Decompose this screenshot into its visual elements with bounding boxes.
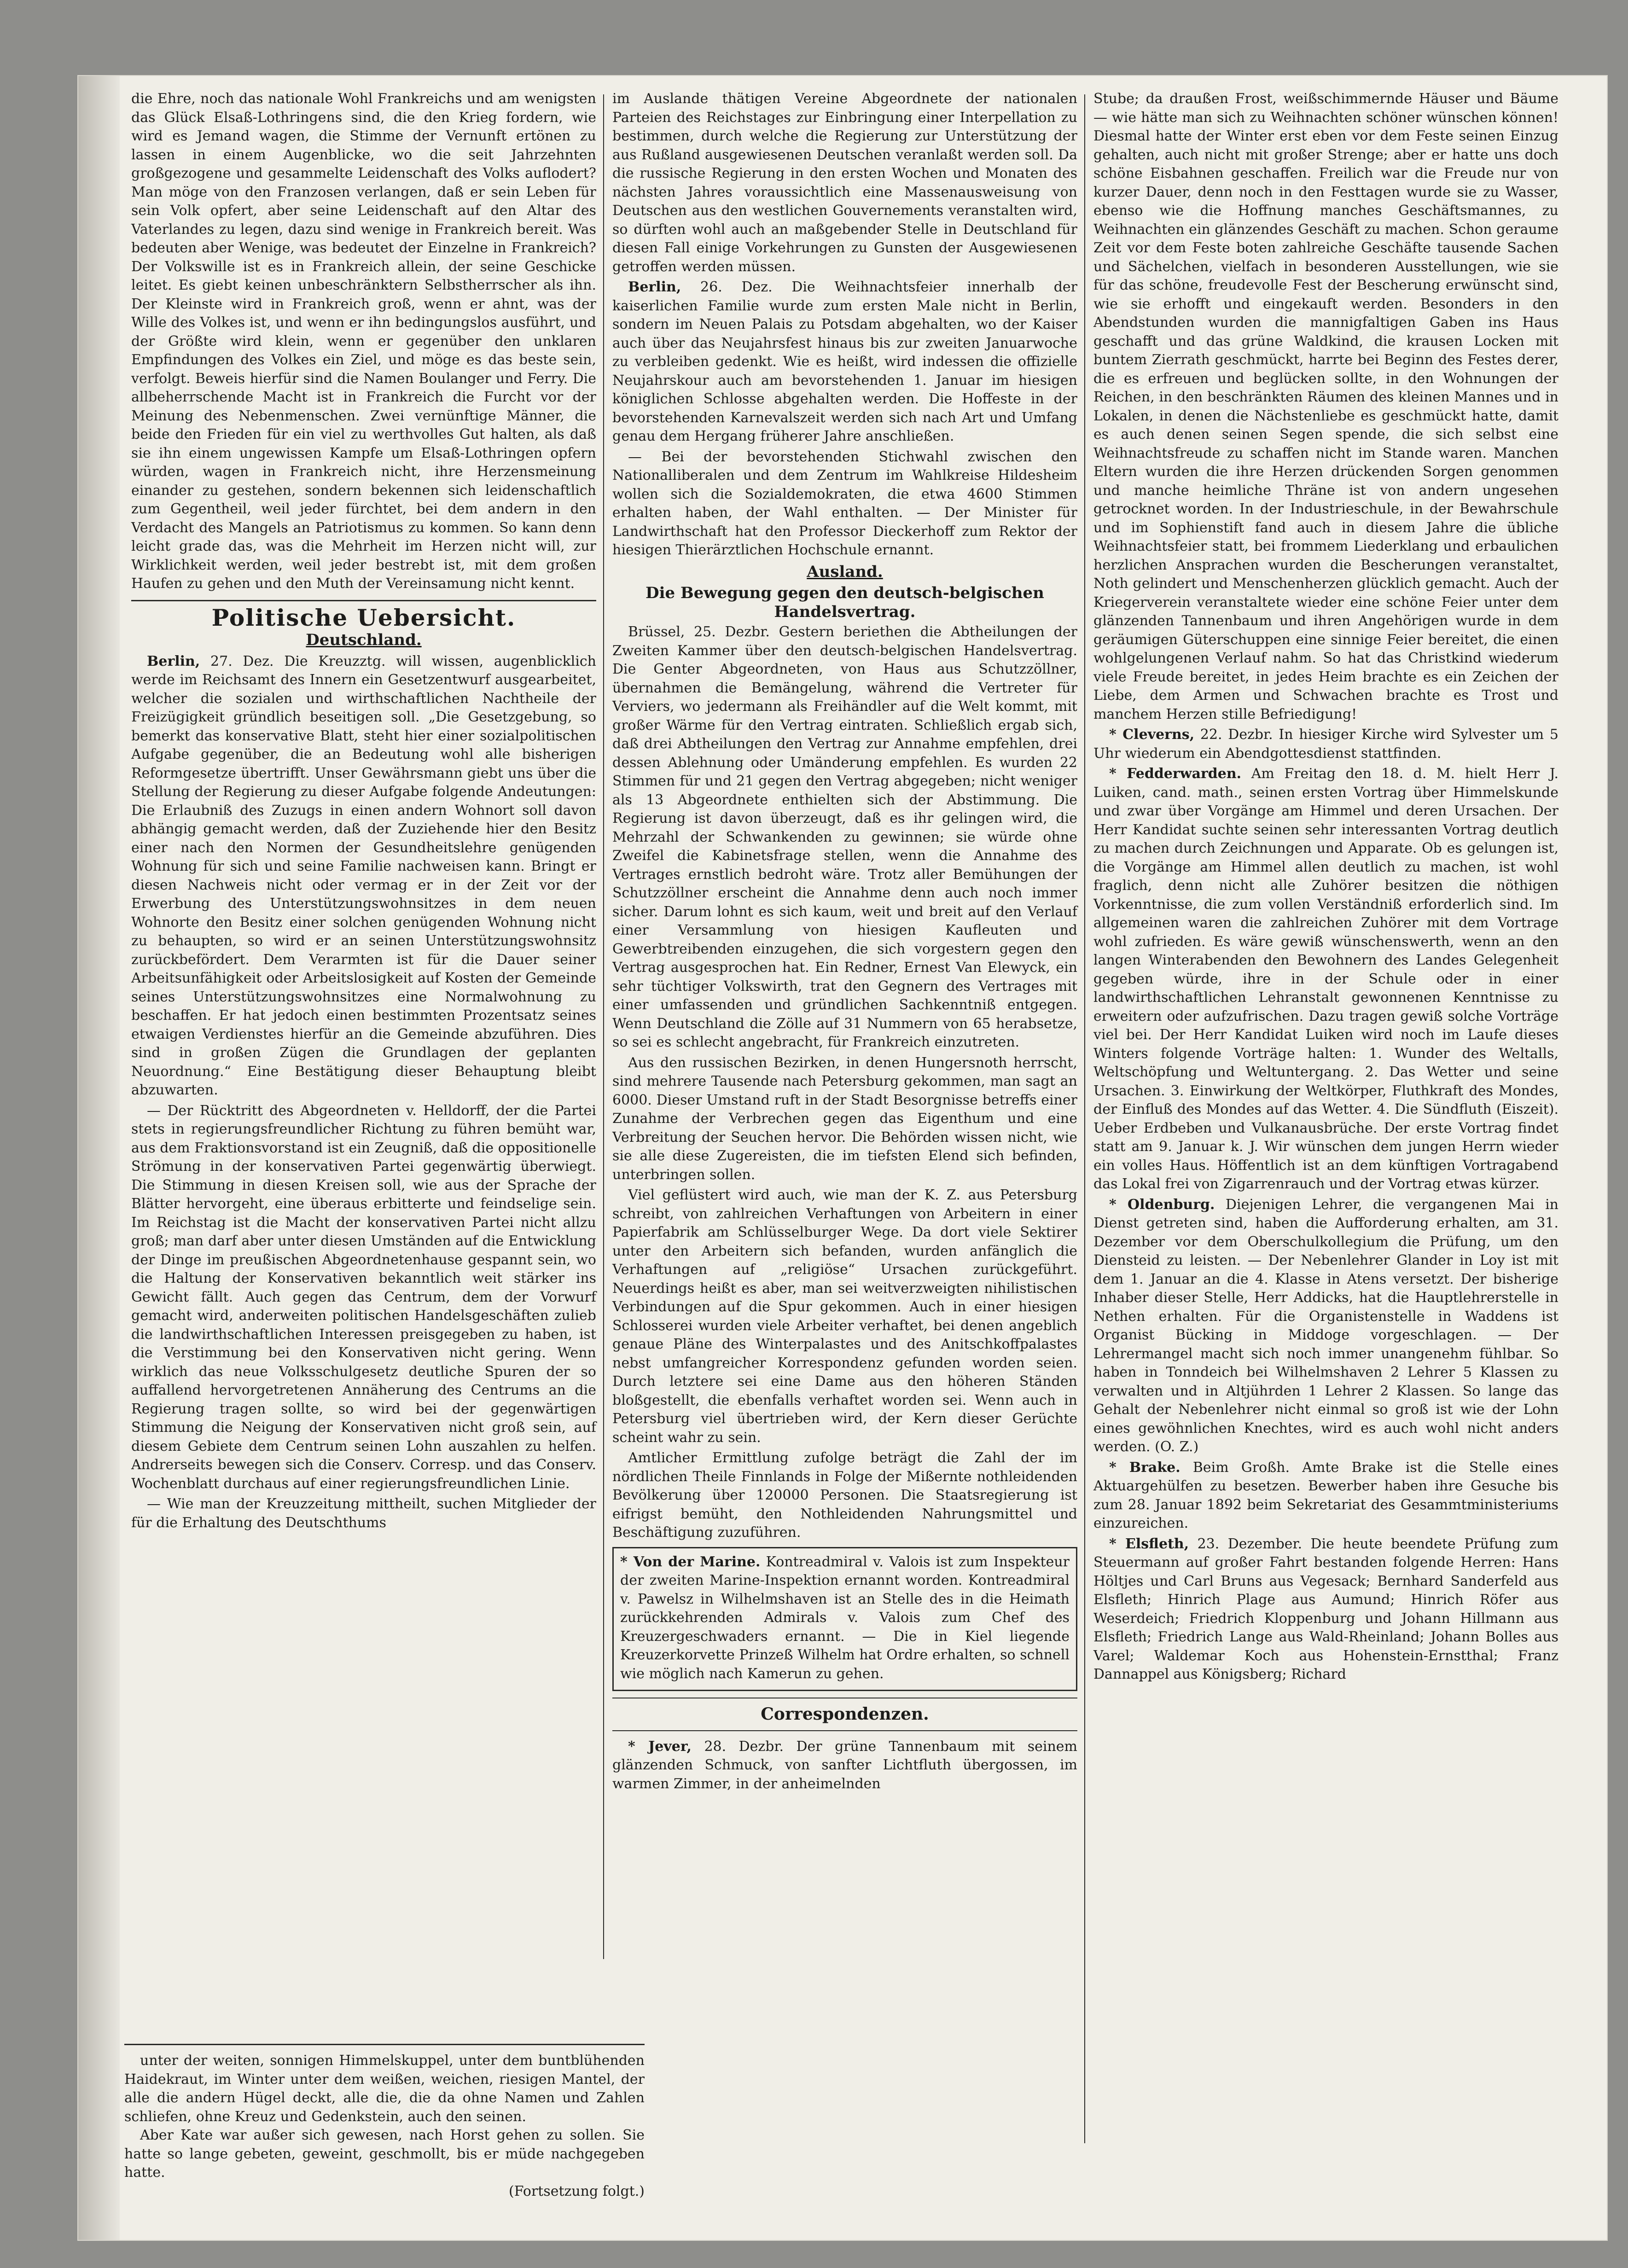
dateline-place: * Jever, bbox=[628, 1738, 692, 1755]
oldenburg-text: Diejenigen Lehrer, die vergangenen Mai in Dienst getreten sind, haben die Aufforderung erhalten, am 31. Dezember vor dem Oberschulkollegium die Prüfung, um den Diensteid zu leisten. — Der Nebenlehrer Glander in Loy ist mit dem 1. Januar an die 4. Klasse in Atens versetzt. Der bisherige Inhaber dieser Stelle, Herr Addicks, hat die Hauptlehrerstelle in Nethen erhalten. Für die Organistenstelle in Waddens ist Organist Bücking in Middoge vorgeschlagen. — Der Lehrermangel macht sich noch immer unangenehm fühlbar. So haben in Tonndeich bei Wilhelmshaven 2 Lehrer 5 Klassen zu verwalten und in Altjührden 1 Lehrer 2 Klassen. So lange das Gehalt der Nebenlehrer nicht einmal so groß ist wie der Lohn eines gewöhnlichen Knechtes, wird es auch wohl nicht anders werden. (O. Z.) bbox=[1093, 1196, 1558, 1455]
dateline-place: * Brake. bbox=[1109, 1459, 1180, 1476]
berlin-article bbox=[131, 652, 596, 1100]
fedderwarden-text: Am Freitag den 18. d. M. hielt Herr J. Luiken, cand. math., seinen ersten Vortrag über Himmelskunde und zwar über Vorgänge am Himmel und deren Ursachen. Der Herr Kandidat suchte seinen sehr interessanten Vortrag deutlich zu machen durch Zeichnungen und Apparate. Ob es gelungen ist, die Vorgänge am Himmel allen deutlich zu machen, ist wohl fraglich, denn nicht alle Zuhörer besitzen die nöthigen Vorkenntnisse, die zum vollen Verständniß erforderlich sind. Im allgemeinen waren die zahlreichen Zuhörer mit dem Vortrage wohl zufrieden. Es wäre gewiß wünschenswerth, wenn an den langen Winterabenden den Bewohnern des Landes Gelegenheit gegeben würde, ihre in der Schule oder in einer landwirthschaftlichen Lehranstalt gewonnenen Kenntnisse zu erweitern oder aufzufrischen. Dazu tragen gewiß solche Vorträge viel bei. Der Herr Kandidat Luiken wird noch im Laufe dieses Winters folgende Vorträge halten: 1. Wunder des Weltalls, Weltschöpfung und Weltuntergang. 2. Das Wetter und seine Ursachen. 3. Einwirkung der Weltkörper, Fluthkraft des Mondes, der Einfluß des Mondes auf das Wetter. 4. Die Sündfluth (Eiszeit). Ueber Erdbeben und Vulkanausbrüche. Der erste Vortrag findet statt am 9. Januar k. J. Wir wünschen dem jungen Herrn wieder ein volles Haus. Höffentlich ist an dem künftigen Vortragabend das Lokal frei von Zigarrenrauch und der Vortrag etwas kürzer. bbox=[1093, 766, 1559, 1192]
divider bbox=[124, 2044, 645, 2045]
marine-head: * Von der Marine. bbox=[620, 1553, 761, 1570]
jever-text: 28. Dezbr. Der grüne Tannenbaum mit seinem glänzenden Schmuck, von sanfter Lichtfluth übergossen, im warmen Zimmer, in der anheimelnden bbox=[612, 1738, 1078, 1792]
marine-box bbox=[612, 1547, 1077, 1692]
berlin2-text: 26. Dez. Die Weihnachtsfeier innerhalb der kaiserlichen Familie wurde zum ersten Male nicht in Berlin, sondern im Neuen Palais zu Potsdam abgehalten, wo der Kaiser auch über das Neujahrsfest hinaus bis zur zweiten Januarwoche zu verbleiben gedenkt. Wie es heißt, wird indessen die offizielle Neujahrskour auch am bevorstehenden 1. Januar im hiesigen königlichen Schlosse abgehalten werden. Die Hoffeste in der bevorstehenden Karnevalszeit werden sich nach Art und Umfang genau dem Hergang früherer Jahre anschließen. bbox=[612, 279, 1077, 444]
column-rule bbox=[1084, 94, 1085, 2143]
correspondence-title: Correspondenzen. bbox=[761, 1704, 929, 1724]
divider bbox=[612, 1730, 1077, 1731]
jever-article bbox=[612, 1738, 1077, 1794]
brake-article bbox=[1093, 1459, 1558, 1533]
petersburg-article: Viel geflüstert wird auch, wie man der K. Z. aus Petersburg schreibt, von zahlreichen Verhaftungen von Arbeitern in einer Papierfabrik am Schlüsselburger Wege. Da dort viele Sektirer unter den Arbeitern sich befanden, wurden anfänglich die Verhaftungen auf „religiöse“ Ursachen zurückgeführt. Neuerdings heißt es aber, man sei weitverzweigten nihilistischen Verbindungen auf die Spur gekommen. Auch in einer hiesigen Schlosserei wurden viele Arbeiter verhaftet, bei denen angeblich genaue Pläne des Winterpalastes und des Anitschkoffpalastes nebst umfangreicher Korrespondenz gefunden worden seien. Durch letztere sei eine Dame aus den höheren Ständen bloßgestellt, die ebenfalls verhaftet worden sei. Wenn auch in Petersburg viel übertrieben wird, der Kern dieser Gerüchte scheint wahr zu sein. bbox=[612, 1187, 1077, 1446]
dateline-place: * Oldenburg. bbox=[1109, 1196, 1215, 1213]
dateline-place: Berlin, bbox=[147, 653, 200, 669]
section-title: Politische Uebersicht. bbox=[211, 604, 516, 631]
berlin2-article bbox=[612, 278, 1077, 446]
berlin-text: 27. Dez. Die Kreuzztg. will wissen, augenblicklich werde im Reichsamt des Innern ein Gesetzentwurf ausgearbeitet, welcher die sozialen und wirthschaftlichen Nachtheile der Freizügigkeit gründlich beseitigen soll. „Die Gesetzgebung, so bemerkt das konservative Blatt, steht hier einer sozialpolitischen Aufgabe gegenüber, die an Bedeutung wohl alle bisherigen Reformgesetze übertrifft. Unser Gewährsmann giebt uns über die Stellung der Regierung zu dieser Aufgabe folgende Andeutungen: Die Erlaubniß des Zuzugs in einen andern Wohnort soll davon abhängig gemacht werden, daß der Zuziehende hier den Besitz einer nach den Normen der Gesundheitslehre genügenden Wohnung für sich und seine Familie nachweisen kann. Bringt er diesen Nachweis nicht oder vermag er in der Zeit vor der Erwerbung des Unterstützungswohnsitzes in dem neuen Wohnorte den Besitz einer solchen genügenden Wohnung nicht zu behaupten, so wird er an seinen Unterstützungswohnsitz zurückbefördert. Dem Verarmten ist für die Dauer seiner Arbeitsunfähigkeit oder Arbeitslosigkeit auf Kosten der Gemeinde seines Unterstützungswohnsitzes eine Normalwohnung zu beschaffen. Er hat jedoch einen bestimmten Prozentsatz seines etwaigen Verdienstes hierfür an die Gemeinde abzuführen. Dies sind in großen Zügen die Grundlagen der geplanten Neuordnung.“ Eine Bestätigung dieser Behauptung bleibt abzuwarten. bbox=[131, 653, 596, 1098]
dateline-place: * Elsfleth, bbox=[1109, 1535, 1189, 1552]
dateline-place: Berlin, bbox=[628, 279, 681, 295]
finnland-article: Amtlicher Ermittlung zufolge beträgt die Zahl der im nördlichen Theile Finnlands in Folge der Mißernte nothleidenden Bevölkerung über 120000 Personen. Die Staatsregierung ist eifrigst bemüht, den Nothleidenden Nahrungsmittel und Beschäftigung zuzuführen. bbox=[612, 1450, 1077, 1541]
col1-intro: die Ehre, noch das nationale Wohl Frankreichs und am wenigsten das Glück Elsaß-Lothringens sind, die den Krieg fordern, wie wird es Jemand wagen, die Stimme der Vernunft ertönen zu lassen in einem Augenblicke, wo die seit Jahrzehnten großgezogene und gesammelte Leidenschaft des Volks auflodert? Man möge von den Franzosen verlangen, daß er sein Leben für sein Volk opfert, aber seine Leidenschaft auf den Altar des Vaterlandes zu legen, dazu sind wenige in Frankreich bereit. Was bedeuten aber Wenige, was bedeutet der Einzelne in Frankreich? Der Volkswille ist es in Frankreich allein, der seine Geschicke leitet. Es giebt keinen unbeschränktern Selbstherrscher als ihn. Der Kleinste wird in Frankreich groß, wenn er ahnt, was der Wille des Volkes ist, und wenn er ihn bedingungslos ausführt, und der Größte wird klein, wenn er gegenüber den unklaren Empfindungen des Volkes ein Ziel, und möge es das beste sein, verfolgt. Beweis hierfür sind die Namen Boulanger und Ferry. Die allbeherrschende Macht ist in Frankreich die Furcht vor der Meinung des Nebenmenschen. Zwei vernünftige Männer, die beide den Frieden für ein viel zu werthvolles Gut halten, als daß sie ihn einem ungewissen Kampfe um Elsaß-Lothringen opfern würden, wagen in Frankreich nicht, ihre Herzensmeinung einander zu gestehen, sondern bekennen sich leidenschaftlich zum Gegentheil, weil jeder fürchtet, bei dem andern in den Verdacht des Mangels an Patriotismus zu kommen. So kann denn leicht grade das, was die Mehrheit im Herzen nicht will, zur Wirklichkeit werden, weil jeder bestrebt ist, mit dem großen Haufen zu gehen und den Muth der Vereinsamung nicht kennt. bbox=[131, 91, 596, 592]
cleverns-text: 22. Dezbr. In hiesiger Kirche wird Sylvester um 5 Uhr wiederum ein Abendgottesdienst stattfinden. bbox=[1093, 727, 1558, 762]
dateline-place: * Cleverns, bbox=[1109, 727, 1195, 743]
col3-intro: Stube; da draußen Frost, weißschimmernde Häuser und Bäume — wie hätte man sich zu Weihnachten schöner wünschen können! Diesmal hatte der Winter erst eben vor dem Feste seinen Einzug gehalten, auch nicht mit großer Strenge; aber er hatte uns doch schöne Eisbahnen geschaffen. Freilich war die Freude nur von kurzer Dauer, denn noch in den Festtagen wurde sie zu Wasser, ebenso wie die Hoffnung manches Geschäftsmannes, zu Weihnachten ein glänzendes Geschäft zu machen. Schon geraume Zeit vor dem Feste boten zahlreiche Geschäfte tausende Sachen und Sächelchen, vielfach in besonderen Ausstellungen, wie sie für das schöne, freudevolle Fest der Bescherung erwünscht sind, wie sie erhofft und eingekauft werden. Besonders in den Abendstunden wurden die mannigfaltigen Gaben ins Haus geschafft und das grüne Waldkind, die krausen Locken mit buntem Zierrath geschmückt, harrte bei Beginn des Festes derer, die es erfreuen und beglücken sollte, in den Wohnungen der Reichen, in den beschränkten Räumen des kleinen Mannes und in Lokalen, in denen die Nächstenliebe es geschmückt hatte, damit es auch denen seinen Segen spende, die sich selbst eine Weihnachtsfreude zu schaffen nicht im Stande waren. Manchen Eltern wurden die ihre Herzen drückenden Sorgen genommen und manche heimliche Thräne ist von andern ungesehen getrocknet worden. In der Industrieschule, in der Bewahrschule und im Sophienstift fand auch in diesem Jahre die übliche Weihnachtsfeier statt, bei frommem Liederklang und erbaulichen herzlichen Ansprachen wurden die Bescherungen veranstaltet, Noth gelindert und Menschenherzen glücklich gemacht. Auch der Kriegerverein veranstaltete wieder eine schöne Feier unter dem glänzenden Tannenbaum und ihren Angehörigen wurde in dem geräumigen Güterschuppen eine sinnige Feier bereitet, die einen wohlgelungenen Verlauf nahm. So hat das Christkind wiederum viele Freude bereitet, in jedes Heim brachte es ein Zeichen der Liebe, dem Armen und Schwachen brachte es Trost und manchem Herzen stille Befriedigung! bbox=[1093, 91, 1558, 722]
newspaper-page bbox=[78, 76, 1607, 2240]
page-fold-shadow bbox=[78, 76, 120, 2240]
feuilleton-text-2: Aber Kate war außer sich gewesen, nach Horst gehen zu sollen. Sie hatte so lange gebeten, geweint, geschmollt, bis er müde nachgegeben hatte. bbox=[124, 2127, 645, 2181]
column-1 bbox=[131, 90, 596, 1534]
dateline-place: * Fedderwarden. bbox=[1109, 766, 1242, 782]
marine-text: Kontreadmiral v. Valois ist zum Inspekteur der zweiten Marine-Inspektion ernannt worden. Kontreadmiral v. Pawelsz in Wilhelmshaven ist an Stelle des in die Heimath zurückkehrenden Admirals v. Valois zum Chef des Kreuzergeschwaders ernannt. — Die in Kiel liegende Kreuzerkorvette Prinzeß Wilhelm hat Ordre erhalten, so schnell wie möglich nach Kamerun zu gehen. bbox=[620, 1553, 1070, 1682]
ausland-title: Ausland. bbox=[807, 562, 883, 581]
subsection-title: Deutschland. bbox=[306, 631, 422, 649]
cleverns-article bbox=[1093, 726, 1558, 763]
bewegung-headline: Die Bewegung gegen den deutsch-belgischen Handelsvertrag. bbox=[645, 584, 1044, 621]
feuilleton-strip bbox=[124, 2037, 645, 2201]
bewegung-article: Brüssel, 25. Dezbr. Gestern beriethen die Abtheilungen der Zweiten Kammer über den deutsch-belgischen Handelsvertrag. Die Genter Abgeordneten, von Haus aus Schutzzöllner, übernahmen die Bemängelung, während die Vertreter für Verviers, wo jedermann als Freihändler auf die Welt kommt, mit großer Wärme für den Vertrag eintraten. Schließlich ergab sich, daß drei Abtheilungen den Vertrag zur Annahme empfehlen, drei dessen Ablehnung oder Umänderung empfehlen. Es wurden 22 Stimmen für und 21 gegen den Vertrag abgegeben; nicht weniger als 13 Abgeordnete enthielten sich der Abstimmung. Die Regierung ist davon überzeugt, daß es ihr gelingen wird, die Mehrzahl der Schwankenden zu gewinnen; sie würde ohne Zweifel die Kabinetsfrage stellen, wenn die Annahme des Vertrages ernstlich bedroht wäre. Trotz aller Bemühungen der Schutzzöllner erscheint die Annahme denn auch noch immer sicher. Darum lohnt es sich kaum, weit und breit auf den Verlauf einer Versammlung von hiesigen Kaufleuten und Gewerbtreibenden einzugehen, die sich vorgestern gegen den Vertrag ausgesprochen hat. Ein Redner, Ernest Van Elewyck, ein sehr tüchtiger Volkswirth, trat den Gegnern des Vertrages mit einer umfassenden und gründlichen Sachkenntniß entgegen. Wenn Deutschland die Zölle auf 31 Nummern von 65 herabsetze, so sei es schlecht angebracht, für Frankreich einzutreten. bbox=[612, 624, 1077, 1050]
hunger-article: Aus den russischen Bezirken, in denen Hungersnoth herrscht, sind mehrere Tausende nach Petersburg gekommen, man sagt an 6000. Dieser Umstand ruft in der Stadt Besorgnisse betreffs einer Zunahme der Verbrechen gegen das Eigenthum und eine Verbreitung der Seuchen hervor. Die Behörden wissen nicht, wie sie alle diese Zugereisten, die im tiefsten Elend sich befinden, unterbringen sollen. bbox=[612, 1054, 1077, 1183]
oldenburg-article bbox=[1093, 1196, 1558, 1457]
helldorff-article: — Der Rücktritt des Abgeordneten v. Helldorff, der die Partei stets in regierungsfreundlicher Richtung zu führen bemüht war, aus dem Fraktionsvorstand ist ein Zeugniß, daß die oppositionelle Strömung in der konservativen Partei gegenwärtig überwiegt. Die Stimmung in diesen Kreisen soll, wie aus der Sprache der Blätter hervorgeht, eine überaus erbitterte und feindselige sein. Im Reichstag ist die Macht der konservativen Partei nicht allzu groß; man darf aber unter diesen Umständen auf die Entwicklung der Dinge im preußischen Abgeordnetenhause gespannt sein, wo die Haltung der Konservativen bekanntlich weit stärker ins Gewicht fällt. Auch gegen das Centrum, dem der Vorwurf gemacht wird, anderweiten politischen Handelsgeschäften zulieb die landwirthschaftlichen Interessen preisgegeben zu haben, ist die Verstimmung bei den Konservativen nicht gering. Wenn wirklich das neue Volksschulgesetz deutliche Spuren der so auffallend hervorgetretenen Annäherung des Centrums an die Regierung tragen sollte, so wird bei der gegenwärtigen Stimmung die Neigung der Konservativen nicht groß sein, auf diesem Gebiete dem Centrum seinen Lohn auszahlen zu helfen. Andrerseits bewegen sich die Conserv. Corresp. und das Conserv. Wochenblatt durchaus auf einer regierungsfreundlichen Linie. bbox=[131, 1102, 596, 1492]
column-rule bbox=[603, 94, 604, 1959]
elsfleth-article bbox=[1093, 1535, 1558, 1684]
column-2 bbox=[612, 90, 1077, 1795]
stichwahl-article: — Bei der bevorstehenden Stichwahl zwischen den Nationalliberalen und dem Zentrum im Wahlkreise Hildesheim wollen sich die Sozialdemokraten, die etwa 4600 Stimmen erhalten haben, der Wahl enthalten. — Der Minister für Landwirthschaft hat den Professor Dieckerhoff zum Rektor der hiesigen Thierärztlichen Hochschule ernannt. bbox=[612, 448, 1077, 558]
fedderwarden-article bbox=[1093, 765, 1558, 1194]
column-3 bbox=[1093, 90, 1558, 1686]
divider bbox=[131, 600, 596, 601]
feuilleton-text: unter der weiten, sonnigen Himmelskuppel, unter dem buntblühenden Haidekraut, im Winter unter dem weißen, weichen, riesigen Mantel, der alle die andern Hügel deckt, alle die, die da ohne Namen und Zahlen schliefen, ohne Kreuz und Gedenkstein, auch den seinen. bbox=[124, 2053, 645, 2125]
brake-text: Beim Großh. Amte Brake ist die Stelle eines Aktuargehülfen zu besetzen. Bewerber haben ihre Gesuche bis zum 28. Januar 1892 beim Sekretariat des Gesammtministeriums einzureichen. bbox=[1093, 1459, 1558, 1531]
elsfleth-text: 23. Dezember. Die heute beendete Prüfung zum Steuermann auf großer Fahrt bestanden folgende Herren: Hans Höltjes und Carl Bruns aus Vegesack; Bernhard Sanderfeld aus Elsfleth; Hinrich Plage aus Aumund; Hinrich Röfer aus Weserdeich; Friedrich Kloppenburg und Johann Hillmann aus Elsfleth; Friedrich Lange aus Wald-Rheinland; Johann Bolles aus Varel; Waldemar Koch aus Hohenstein-Ernstthal; Franz Dannappel aus Königsberg; Richard bbox=[1093, 1535, 1559, 1682]
continued-note: (Fortsetzung folgt.) bbox=[509, 2183, 645, 2199]
col2-intro: im Auslande thätigen Vereine Abgeordnete der nationalen Parteien des Reichstages zur Einbringung einer Interpellation zu bestimmen, durch welche die Regierung zur Unterstützung der aus Rußland ausgewiesenen Deutschen veranlaßt werden soll. Da die russische Regierung in den ersten Wochen und Monaten des nächsten Jahres voraussichtlich eine Massenausweisung von Deutschen aus den westlichen Gouvernements veranstalten wird, so dürften wohl auch an maßgebender Stelle in Deutschland für diesen Fall einige Vorkehrungen zu Gunsten der Ausgewiesenen getroffen werden müssen. bbox=[612, 91, 1077, 275]
kreuzzeitung-article: — Wie man der Kreuzzeitung mittheilt, suchen Mitglieder der für die Erhaltung des Deutschthums bbox=[131, 1496, 596, 1531]
